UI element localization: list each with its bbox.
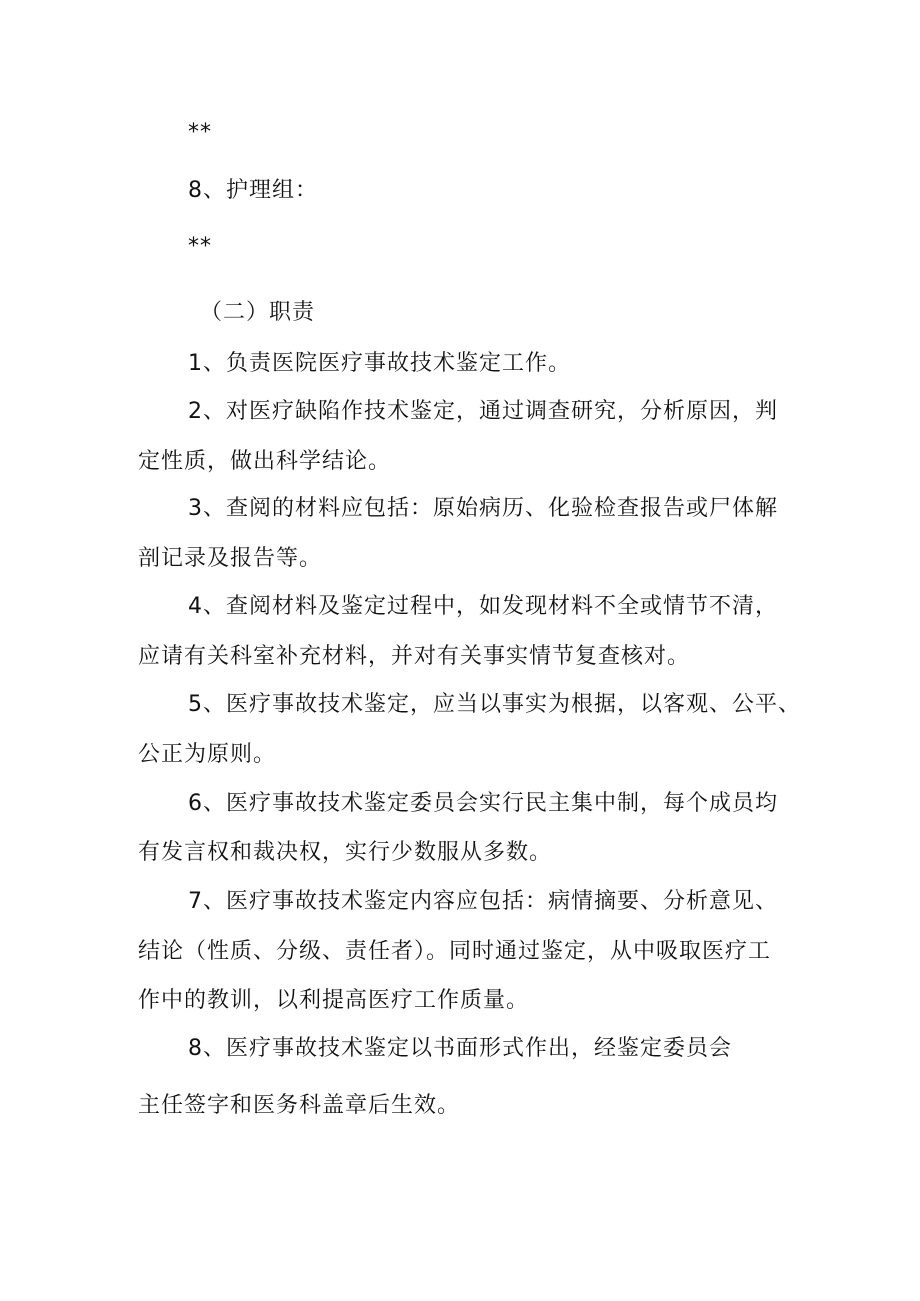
paragraph-line: 5、医疗事故技术鉴定，应当以事实为根据，以客观、公平、: [188, 692, 801, 717]
paragraph-line: 公正为原则。: [138, 742, 277, 767]
paragraph-line: 8、医疗事故技术鉴定以书面形式作出，经鉴定委员会: [188, 1036, 732, 1061]
paragraph-line: 应请有关科室补充材料，并对有关事实情节复查核对。: [138, 644, 691, 669]
section-heading: （二）职责: [200, 300, 316, 325]
paragraph-line: 4、查阅材料及鉴定过程中，如发现材料不全或情节不清，: [188, 594, 778, 619]
paragraph-line: 结论（性质、分级、责任者）。同时通过鉴定，从中吸取医疗工: [138, 939, 772, 964]
paragraph-line: 定性质，做出科学结论。: [138, 449, 392, 474]
paragraph-line: 3、查阅的材料应包括：原始病历、化验检查报告或尸体解: [188, 496, 778, 521]
nursing-group-label: 8、护理组：: [188, 178, 318, 203]
paragraph-line: 1、负责医院医疗事故技术鉴定工作。: [188, 351, 571, 376]
paragraph-line: 剖记录及报告等。: [138, 546, 323, 571]
paragraph-line: 2、对医疗缺陷作技术鉴定，通过调查研究，分析原因，判: [188, 399, 778, 424]
paragraph-line: 7、医疗事故技术鉴定内容应包括：病情摘要、分析意见、: [188, 889, 778, 914]
paragraph-line: 作中的教训，以利提高医疗工作质量。: [138, 988, 530, 1013]
paragraph-line: 有发言权和裁决权，实行少数服从多数。: [138, 840, 553, 865]
paragraph-line: 6、医疗事故技术鉴定委员会实行民主集中制，每个成员均: [188, 791, 778, 816]
placeholder-mark: **: [188, 234, 212, 259]
paragraph-line: 主任签字和医务科盖章后生效。: [138, 1093, 461, 1118]
placeholder-mark: **: [188, 120, 212, 145]
